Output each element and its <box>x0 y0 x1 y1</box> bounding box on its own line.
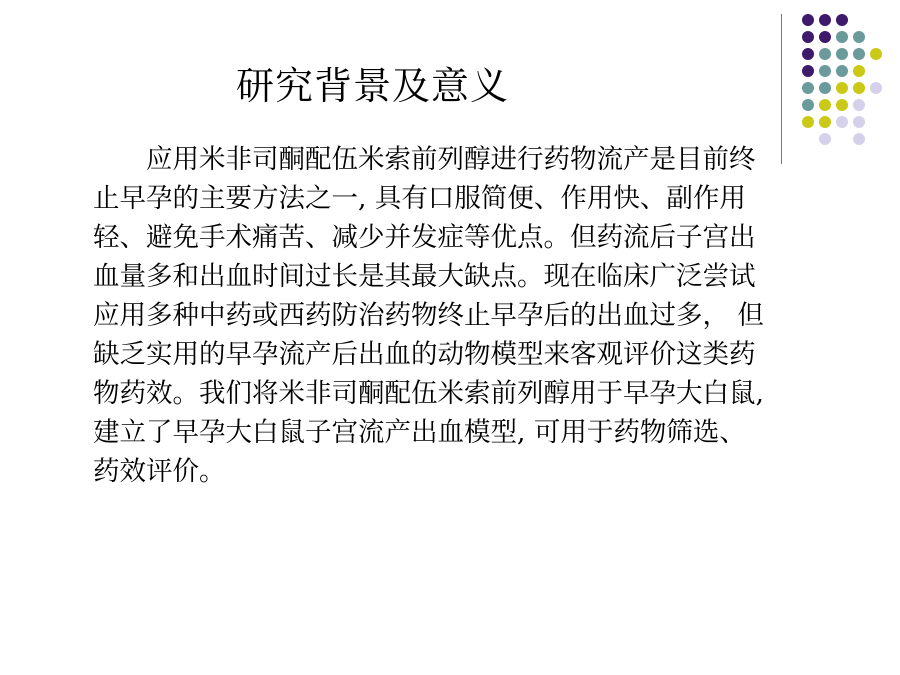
decoration-dot <box>802 82 814 94</box>
decoration-dot <box>802 65 814 77</box>
decoration-dot <box>836 48 848 60</box>
decoration-dot <box>853 82 865 94</box>
decoration-dot <box>802 116 814 128</box>
decoration-dot <box>836 82 848 94</box>
decoration-dot <box>802 48 814 60</box>
decoration-dot <box>853 31 865 43</box>
decoration-dot <box>853 116 865 128</box>
decoration-dot <box>853 65 865 77</box>
decoration-dot <box>836 65 848 77</box>
decoration-dot <box>819 82 831 94</box>
decoration-dot <box>802 31 814 43</box>
decoration-dot <box>836 99 848 111</box>
decoration-dot <box>853 48 865 60</box>
decoration-dot <box>819 14 831 26</box>
decoration-dot <box>819 65 831 77</box>
body-paragraph: 应用米非司酮配伍米索前列醇进行药物流产是目前终止早孕的主要方法之一, 具有口服简便、作用快、副作用轻、避免手术痛苦、减少并发症等优点。但药流后子宫出血量多和出血时间过长是其最大缺点。现在临床广泛尝试应用多种中药或西药防治药物终止早孕后的出血过多， 但缺乏实用的早孕流产后出血的动物模型来客观评价这类药物药效。我们将米非司酮配伍米索前列醇用于早孕大白鼠, 建立了早孕大白鼠子宫流产出血模型, 可用于药物筛选、药效评价。 <box>93 144 764 487</box>
decoration-dot <box>802 99 814 111</box>
decoration-dot <box>819 116 831 128</box>
body-text <box>93 140 765 491</box>
decoration-dot <box>853 99 865 111</box>
slide-title: 研究背景及意义 <box>236 64 510 108</box>
decoration-dot <box>819 48 831 60</box>
decoration-dot <box>853 133 865 145</box>
decoration-dot <box>870 82 882 94</box>
decoration-dot <box>836 31 848 43</box>
decoration-dot <box>836 116 848 128</box>
decoration-dot <box>819 31 831 43</box>
decoration-dot <box>819 99 831 111</box>
decoration-dot <box>836 14 848 26</box>
decoration-dot <box>870 48 882 60</box>
decoration-dot <box>819 133 831 145</box>
decoration-dot <box>802 14 814 26</box>
